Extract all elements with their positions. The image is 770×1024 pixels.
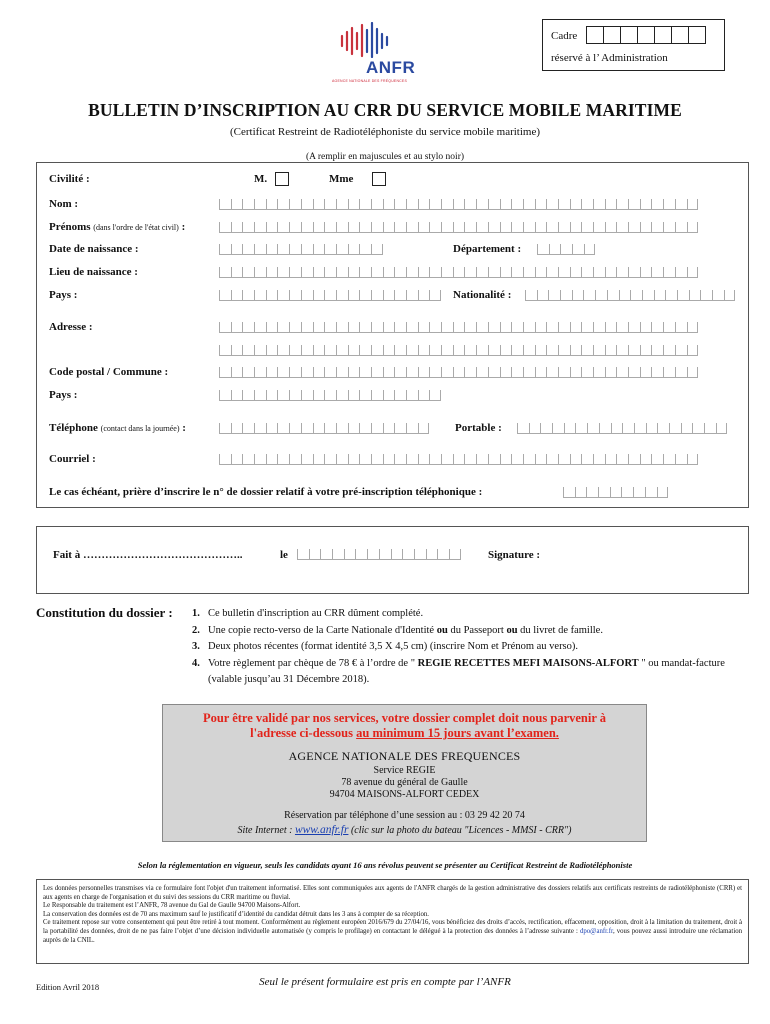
- admin-label-1: Cadre: [551, 30, 578, 42]
- nom-input[interactable]: [219, 199, 698, 210]
- notice-box: [162, 704, 647, 842]
- agency-name: AGENCE NATIONALE DES FREQUENCES: [288, 749, 521, 763]
- code-postal-input[interactable]: [219, 367, 698, 378]
- fill-instruction: (A remplir en majuscules et au stylo noir): [305, 152, 465, 162]
- nom-label: Nom :: [49, 198, 79, 210]
- pays2-input[interactable]: [219, 390, 441, 401]
- portable-label: Portable :: [455, 422, 502, 434]
- courriel-input[interactable]: [219, 454, 698, 465]
- dpo-email-link[interactable]: dpo@anfr.fr: [579, 927, 613, 935]
- mr-checkbox[interactable]: [275, 172, 289, 186]
- admin-cells: [587, 26, 706, 44]
- age-rule: Selon la réglementation en vigueur, seuls les candidats ayant 16 ans révolus peuvent se présenter au Certificat Restreint de Radiotéléphoniste: [137, 860, 633, 870]
- page-subtitle: (Certificat Restreint de Radiotéléphoniste du service mobile maritime): [229, 126, 541, 138]
- gdpr-notice: Les données personnelles transmises via ce formulaire font l'objet d'un traitement informatisé. Elles sont communiquées aux agents de l'ANFR chargés de la gestion administrative des dossiers relatifs aux certificats restreints de radiotéléphoniste (CRR) et aux agents en charge de l'organisation et du suivi des sessions du CRR maritime ou fluvial. Le Responsable du traitement est l’ANFR, 78 avenue du Gal de Gaulle 94700 Maisons-Alfort. La conservation des données est de 70 ans maximum sauf le justificatif d’identité du candidat détruit dans les 3 ans à compter de sa réception. Ce traitement repose sur votre consentement qui peut être retiré à tout moment. Conformément au règlement européen 2016/679 du 27/04/16, vous bénéficiez des droits d’accès, rectification, effacement, opposition, droit à la limitation du traitement, droit à la portabilité des données, droit de ne pas faire l’objet d’une décision individuelle automatisée (y compris le profilage) en contactant le délégué à la protection des données à l’adresse suivante : dpo@anfr.fr, vous pouvez aussi introduire une réclamation auprès de la CNIL.: [36, 879, 749, 964]
- code-postal-label: Code postal / Commune :: [49, 366, 169, 378]
- signature-label: Signature :: [488, 549, 541, 561]
- agency-address: Service REGIE 78 avenue du général de Gaulle 94704 MAISONS-ALFORT CEDEX: [329, 765, 480, 800]
- dossier-label: Le cas échéant, prière d’inscrire le n° de dossier relatif à votre pré-inscription téléphonique :: [49, 486, 483, 498]
- telephone-input[interactable]: [219, 423, 429, 434]
- le-label: le: [280, 549, 288, 561]
- list-item: 4. Votre règlement par chèque de 78 € à l’ordre de " REGIE RECETTES MEFI MAISONS-ALFORT " ou mandat-facture (valable jusqu’au 31 Décembre 2018).: [192, 657, 725, 685]
- date-naissance-input[interactable]: [219, 244, 383, 255]
- constitution-list: [192, 606, 752, 689]
- civilite-label: Civilité :: [49, 173, 90, 185]
- lieu-naissance-input[interactable]: [219, 267, 698, 278]
- edition-label: Edition Avril 2018: [36, 982, 100, 992]
- deadline-warning: Pour être validé par nos services, votre dossier complet doit nous parvenir à l'adresse ci-dessous au minimum 15 jours avant l’examen.: [202, 711, 607, 740]
- adresse-input-2[interactable]: [219, 345, 698, 356]
- website-line: Site Internet : www.anfr.fr (clic sur la photo du bateau "Licences - MMSI - CRR"): [237, 824, 572, 836]
- adresse-label: Adresse :: [49, 321, 93, 333]
- departement-label: Département :: [453, 243, 522, 255]
- telephone-label: Téléphone (contact dans la journée) :: [49, 422, 186, 434]
- signature-box: [36, 526, 749, 594]
- anfr-logo: [330, 22, 416, 86]
- date-signature-input[interactable]: [297, 549, 461, 560]
- footer-note: Seul le présent formulaire est pris en compte par l’ANFR: [259, 976, 511, 988]
- signal-bars-icon: [338, 22, 398, 58]
- courriel-label: Courriel :: [49, 453, 96, 465]
- list-item: 2. Une copie recto-verso de la Carte Nationale d'Identité ou du Passeport ou du livret de famille.: [192, 624, 603, 636]
- pays-input[interactable]: [219, 290, 441, 301]
- adresse-input-1[interactable]: [219, 322, 698, 333]
- mr-label: M.: [254, 173, 268, 185]
- list-item: 3. Deux photos récentes (format identité 3,5 X 4,5 cm) (inscrire Nom et Prénom au verso).: [192, 641, 579, 652]
- fait-a-field[interactable]: Fait à ……………………………………..: [53, 549, 243, 561]
- date-naissance-label: Date de naissance :: [49, 243, 139, 255]
- admin-label-2: réservé à l’ Administration: [551, 52, 668, 64]
- prenoms-input[interactable]: [219, 222, 698, 233]
- logo-brand: ANFR: [366, 58, 416, 77]
- admin-reserved-box: [542, 19, 725, 71]
- mme-label: Mme: [329, 173, 354, 185]
- dossier-input[interactable]: [563, 487, 668, 498]
- departement-input[interactable]: [537, 244, 595, 255]
- pays2-label: Pays :: [49, 389, 78, 401]
- pays-label: Pays :: [49, 289, 78, 301]
- logo-tagline: AGENCE NATIONALE DES FRÉQUENCES: [332, 79, 407, 83]
- mme-checkbox[interactable]: [372, 172, 386, 186]
- nationalite-label: Nationalité :: [453, 289, 512, 301]
- page-title: BULLETIN D’INSCRIPTION AU CRR DU SERVICE MOBILE MARITIME: [88, 100, 682, 120]
- website-link[interactable]: www.anfr.fr: [294, 824, 349, 836]
- portable-input[interactable]: [517, 423, 727, 434]
- registration-form: [36, 162, 749, 508]
- prenoms-label: Prénoms (dans l'ordre de l'état civil) :: [49, 221, 186, 233]
- reservation-phone: Réservation par téléphone d’une session au : 03 29 42 20 74: [284, 810, 525, 821]
- nationalite-input[interactable]: [525, 290, 735, 301]
- list-item: 1. Ce bulletin d'inscription au CRR dûment complété.: [192, 608, 424, 619]
- lieu-naissance-label: Lieu de naissance :: [49, 266, 138, 278]
- constitution-title: Constitution du dossier :: [36, 605, 173, 620]
